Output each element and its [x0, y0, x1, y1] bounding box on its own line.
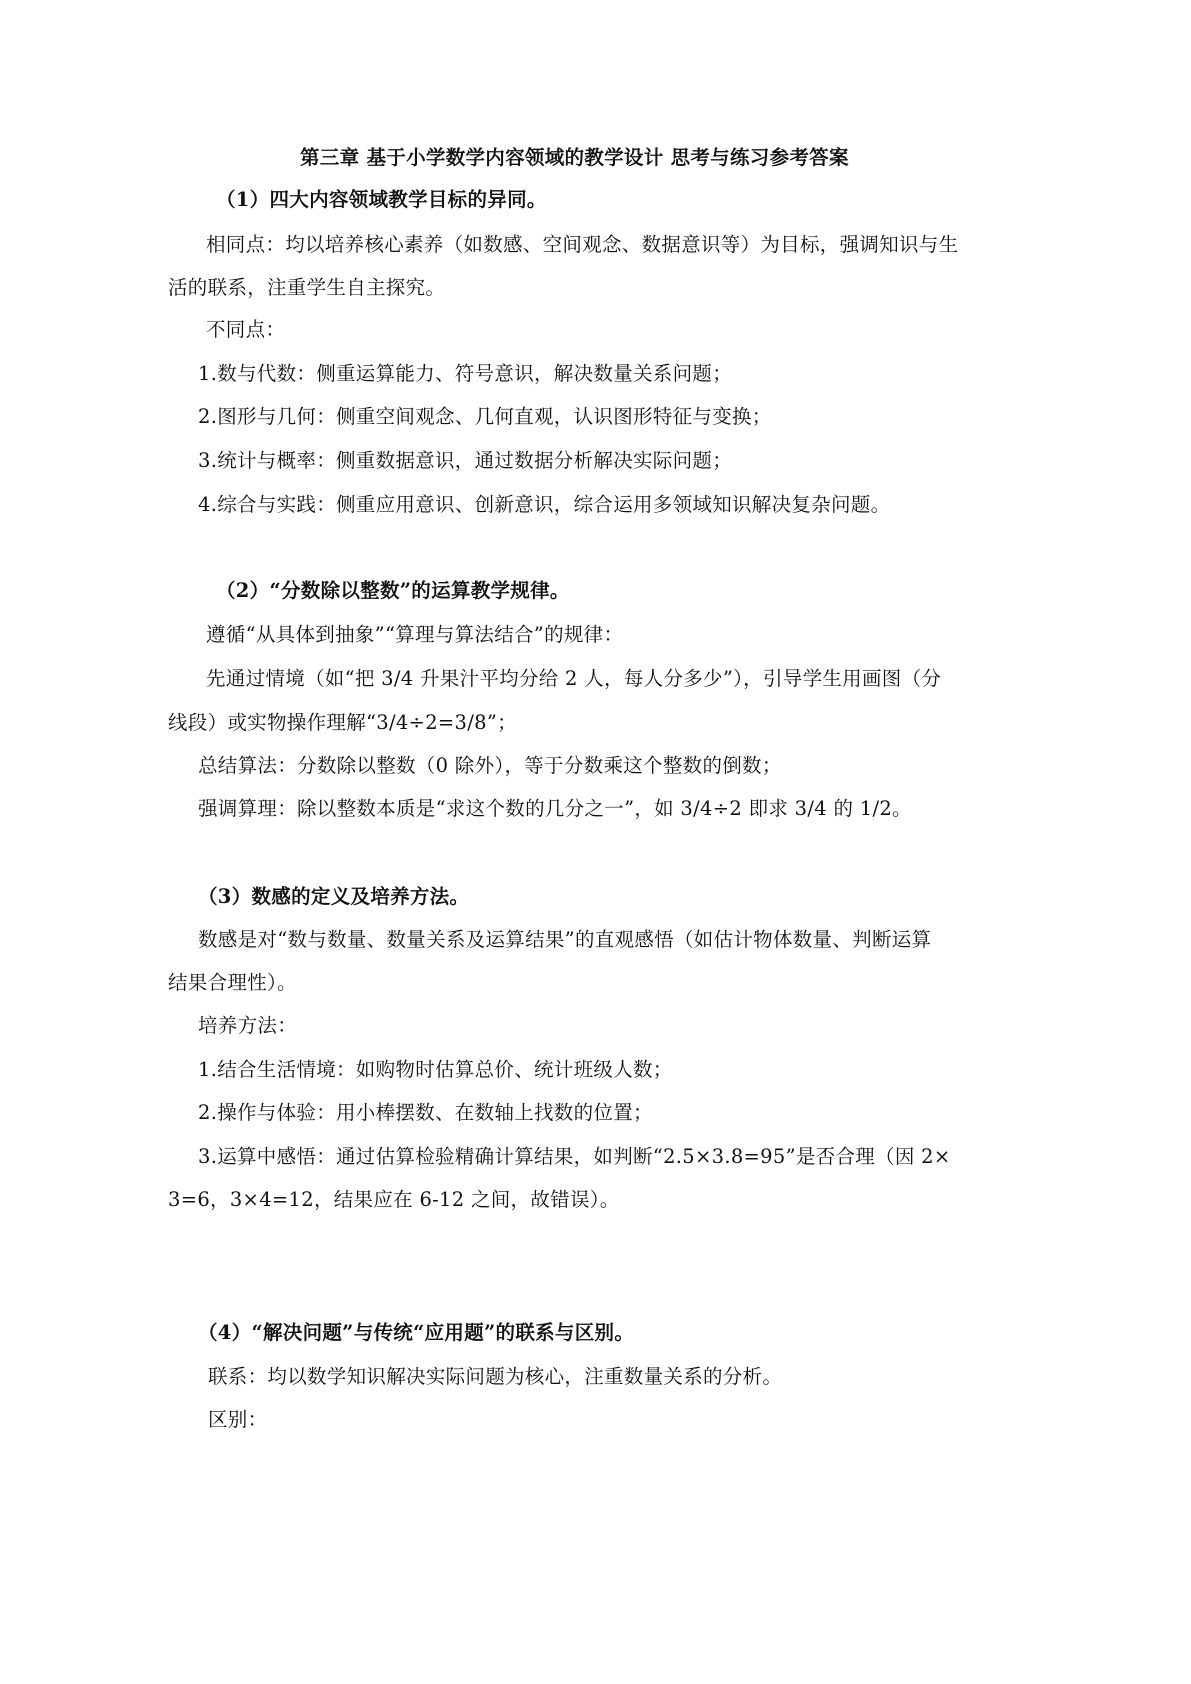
section-2-para-1-line-2: 线段）或实物操作理解“3/4÷2=3/8”；: [168, 711, 517, 734]
section-2-para-2: 总结算法：分数除以整数（0 除外），等于分数乘这个整数的倒数；: [198, 754, 782, 777]
section-2-para-3: 强调算理：除以整数本质是“求这个数的几分之一”，如 3/4÷2 即求 3/4 的 1/2。: [198, 797, 912, 820]
section-3-definition-line-1: 数感是对“数与数量、数量关系及运算结果”的直观感悟（如估计物体数量、判断运算: [198, 928, 932, 951]
section-1-item-1: 1.数与代数：侧重运算能力、符号意识，解决数量关系问题；: [198, 362, 733, 385]
section-1-same-line-1: 相同点：均以培养核心素养（如数感、空间观念、数据意识等）为目标，强调知识与生: [206, 233, 959, 256]
section-2-para-1-line-1: 先通过情境（如“把 3/4 升果汁平均分给 2 人，每人分多少”），引导学生用画图（分: [206, 667, 942, 690]
section-3-item-3-continued: 3=6，3×4=12，结果应在 6-12 之间，故错误）。: [168, 1188, 620, 1211]
section-3-item-3: 3.运算中感悟：通过估算检验精确计算结果，如判断“2.5×3.8=95”是否合理（因 2×: [198, 1145, 951, 1168]
section-1-item-3: 3.统计与概率：侧重数据意识，通过数据分析解决实际问题；: [198, 449, 733, 472]
section-1-heading: （1）四大内容领域教学目标的异同。: [216, 188, 547, 211]
section-1-same-line-2: 活的联系，注重学生自主探究。: [168, 276, 446, 299]
section-3-item-2: 2.操作与体验：用小棒摆数、在数轴上找数的位置；: [198, 1101, 653, 1124]
section-4-link: 联系：均以数学知识解决实际问题为核心，注重数量关系的分析。: [208, 1365, 783, 1388]
section-2-intro: 遵循“从具体到抽象”“算理与算法结合”的规律：: [206, 623, 624, 646]
document-title: 第三章 基于小学数学内容领域的教学设计 思考与练习参考答案: [300, 146, 849, 169]
section-2-heading: （2）“分数除以整数”的运算教学规律。: [216, 579, 570, 602]
section-3-item-1: 1.结合生活情境：如购物时估算总价、统计班级人数；: [198, 1058, 673, 1081]
section-4-heading: （4）“解决问题”与传统“应用题”的联系与区别。: [198, 1321, 635, 1344]
section-4-diff-label: 区别：: [208, 1408, 268, 1431]
section-3-definition-line-2: 结果合理性）。: [168, 971, 297, 994]
section-1-item-4: 4.综合与实践：侧重应用意识、创新意识，综合运用多领域知识解决复杂问题。: [198, 493, 891, 516]
section-3-heading: （3）数感的定义及培养方法。: [198, 885, 470, 908]
section-1-diff-label: 不同点：: [206, 318, 286, 341]
section-1-item-2: 2.图形与几何：侧重空间观念、几何直观，认识图形特征与变换；: [198, 405, 772, 428]
section-3-method-label: 培养方法：: [198, 1014, 298, 1037]
